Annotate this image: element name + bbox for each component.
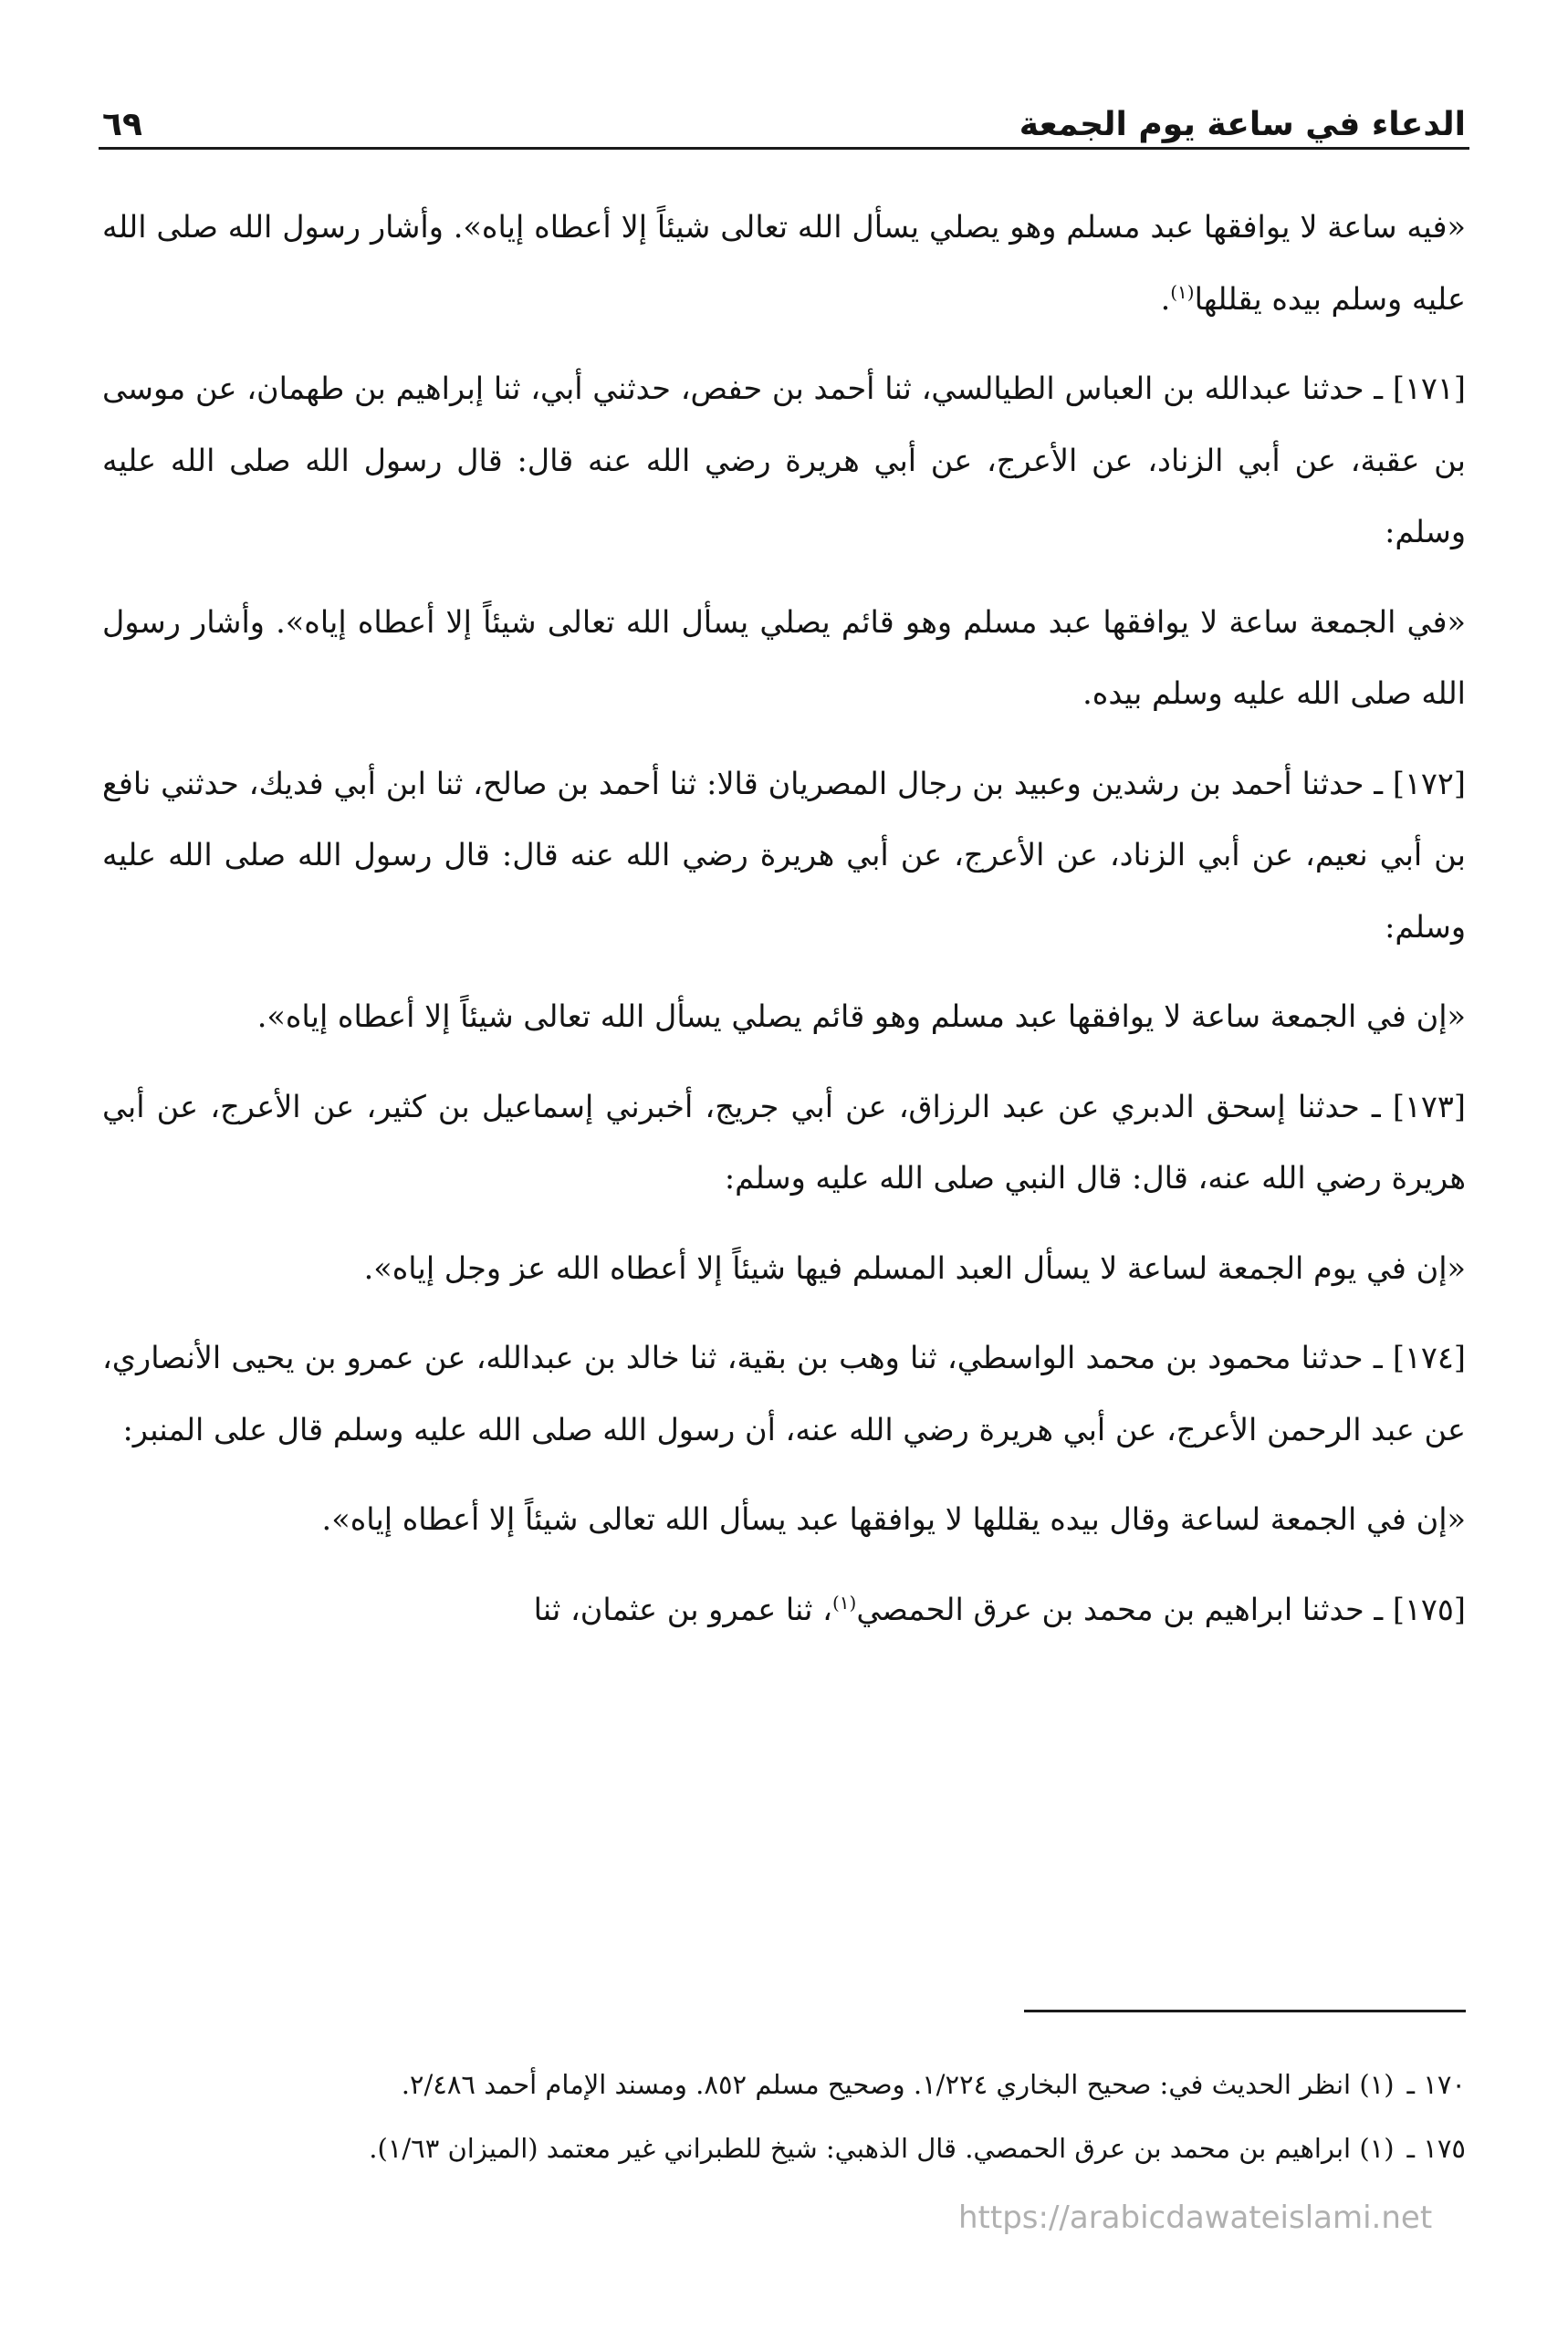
footnote xyxy=(102,2058,1466,2111)
footnote xyxy=(102,2122,1466,2175)
footnote-number: ١٧٥ ـ xyxy=(1406,2133,1466,2164)
footnote-text: (١) انظر الحديث في: صحيح البخاري ١/٢٢٤. وصحيح مسلم ٨٥٢. ومسند الإمام أحمد ٢/٤٨٦. xyxy=(401,2069,1395,2100)
hadith-number: [١٧٤] xyxy=(1392,1340,1466,1375)
hadith-text: «في الجمعة ساعة لا يوافقها عبد مسلم وهو قائم يصلي يسأل الله تعالى شيئاً إلا أعطاه إياه». وأشار رسول الله صلى الله عليه وسلم بيده. xyxy=(102,603,1466,711)
hadith-number: [١٧٥] xyxy=(1392,1591,1466,1627)
isnad-paragraph: [١٧٢] ـ حدثنا أحمد بن رشدين وعبيد بن رجال المصريان قالا: ثنا أحمد بن صالح، ثنا ابن أبي فديك، حدثني نافع بن أبي نعيم، عن أبي الزناد، عن الأعرج، عن أبي هريرة رضي الله عنه قال: قال رسول الله صلى الله عليه وسلم: xyxy=(102,765,1466,945)
footnote-text: (١) ابراهيم بن محمد بن عرق الحمصي. قال الذهبي: شيخ للطبراني غير معتمد (الميزان ١/٦٣). xyxy=(369,2133,1395,2164)
isnad-paragraph: [١٧٤] ـ حدثنا محمود بن محمد الواسطي، ثنا وهب بن بقية، ثنا خالد بن عبدالله، عن عمرو بن يحيى الأنصاري، عن عبد الرحمن الأعرج، عن أبي هريرة رضي الله عنه، أن رسول الله صلى الله عليه وسلم قال على المنبر: xyxy=(102,1340,1466,1447)
isnad-paragraph: [١٧٣] ـ حدثنا إسحق الدبري عن عبد الرزاق، عن أبي جريج، أخبرني إسماعيل بن كثير، عن الأعرج، عن أبي هريرة رضي الله عنه، قال: قال النبي صلى الله عليه وسلم: xyxy=(102,1088,1466,1196)
footnote-marker: (١) xyxy=(1170,280,1195,303)
hadith-number: [١٧٣] xyxy=(1392,1088,1466,1124)
page-number: ٦٩ xyxy=(102,106,142,143)
hadith-text: «فيه ساعة لا يوافقها عبد مسلم وهو يصلي يسأل الله تعالى شيئاً إلا أعطاه إياه». وأشار رسول الله صلى الله عليه وسلم بيده يقللها$^{(١)}$. xyxy=(102,209,1466,317)
hadith-number: [١٧١] xyxy=(1392,371,1466,406)
hadith-text: «إن في الجمعة ساعة لا يوافقها عبد مسلم وهو قائم يصلي يسأل الله تعالى شيئاً إلا أعطاه إياه». xyxy=(256,998,1466,1034)
running-header xyxy=(102,87,1466,141)
hadith-text: «إن في الجمعة لساعة وقال بيده يقللها لا يوافقها عبد يسأل الله تعالى شيئاً إلا أعطاه إياه». xyxy=(321,1501,1466,1537)
footnote-rule xyxy=(1024,2010,1466,2012)
hadith-number: [١٧٢] xyxy=(1392,765,1466,801)
isnad-paragraph: [١٧٥] ـ حدثنا ابراهيم بن محمد بن عرق الحمصي$^{(١)}$، ثنا عمرو بن عثمان، ثنا xyxy=(533,1591,1466,1627)
footnote-number: ١٧٠ ـ xyxy=(1406,2069,1466,2100)
running-title: الدعاء في ساعة يوم الجمعة xyxy=(1019,106,1466,143)
hadith-text: «إن في يوم الجمعة لساعة لا يسأل العبد المسلم فيها شيئاً إلا أعطاه الله عز وجل إياه». xyxy=(363,1249,1466,1286)
footnotes xyxy=(102,2058,1466,2186)
header-rule xyxy=(99,147,1469,150)
footnote-marker: (١) xyxy=(831,1591,857,1614)
watermark-url: https://arabicdawateislami.net xyxy=(958,2199,1433,2236)
isnad-paragraph: [١٧١] ـ حدثنا عبدالله بن العباس الطيالسي، ثنا أحمد بن حفص، حدثني أبي، ثنا إبراهيم بن طهمان، عن موسى بن عقبة، عن أبي الزناد، عن الأعرج، عن أبي هريرة رضي الله عنه قال: قال رسول الله صلى الله عليه وسلم: xyxy=(102,371,1466,549)
main-text xyxy=(102,192,1466,1664)
